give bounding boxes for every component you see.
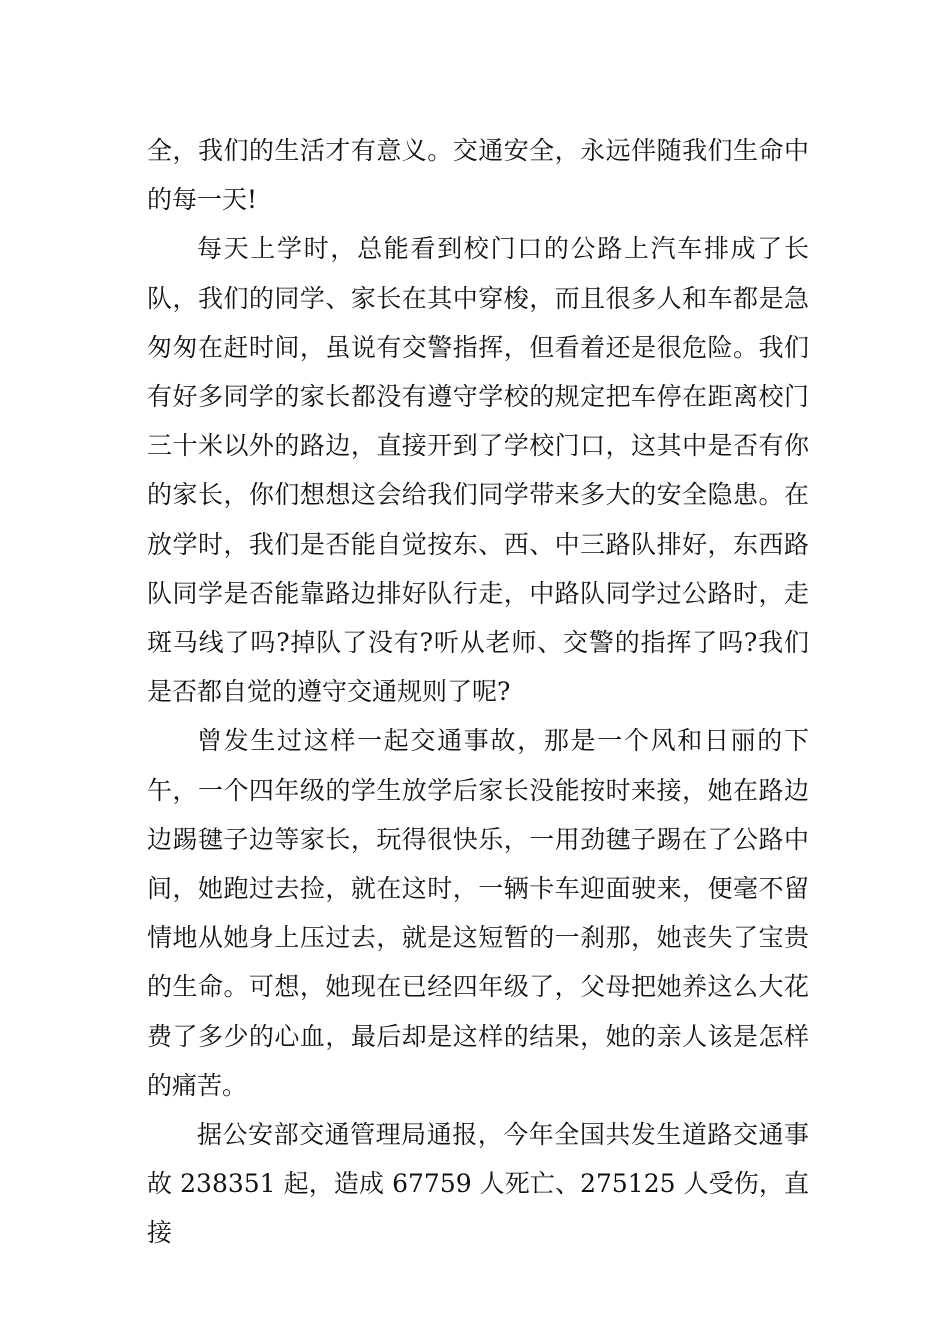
paragraph-continuation: 全，我们的生活才有意义。交通安全，永远伴随我们生命中的每一天! [147, 136, 809, 215]
paragraph-accident-story: 曾发生过这样一起交通事故，那是一个风和日丽的下午，一个四年级的学生放学后家长没能按时来接，她在路边边踢毽子边等家长，玩得很快乐，一用劲毽子踢在了公路中间，她跑过去捡，就在这时，一辆卡车迎面驶来，便毫不留情地从她身上压过去，就是这短暂的一刹那，她丧失了宝贵的生命。可想，她现在已经四年级了，父母把她养这么大花费了多少的心血，最后却是这样的结果，她的亲人该是怎样的痛苦。 [147, 726, 809, 1100]
paragraph-school-gate-traffic: 每天上学时，总能看到校门口的公路上汽车排成了长队，我们的同学、家长在其中穿梭，而且很多人和车都是急匆匆在赶时间，虽说有交警指挥，但看着还是很危险。我们有好多同学的家长都没有遵守学校的规定把车停在距离校门三十米以外的路边，直接开到了学校门口，这其中是否有你的家长，你们想想这会给我们同学带来多大的安全隐患。在放学时，我们是否能自觉按东、西、中三路队排好，东西路队同学是否能靠路边排好队行走，中路队同学过公路时，走斑马线了吗?掉队了没有?听从老师、交警的指挥了吗?我们是否都自觉的遵守交通规则了呢? [147, 234, 809, 707]
paragraph-statistics: 据公安部交通管理局通报，今年全国共发生道路交通事故 238351 起，造成 67759 人死亡、275125 人受伤，直接 [147, 1120, 809, 1248]
document-page [147, 126, 809, 1258]
